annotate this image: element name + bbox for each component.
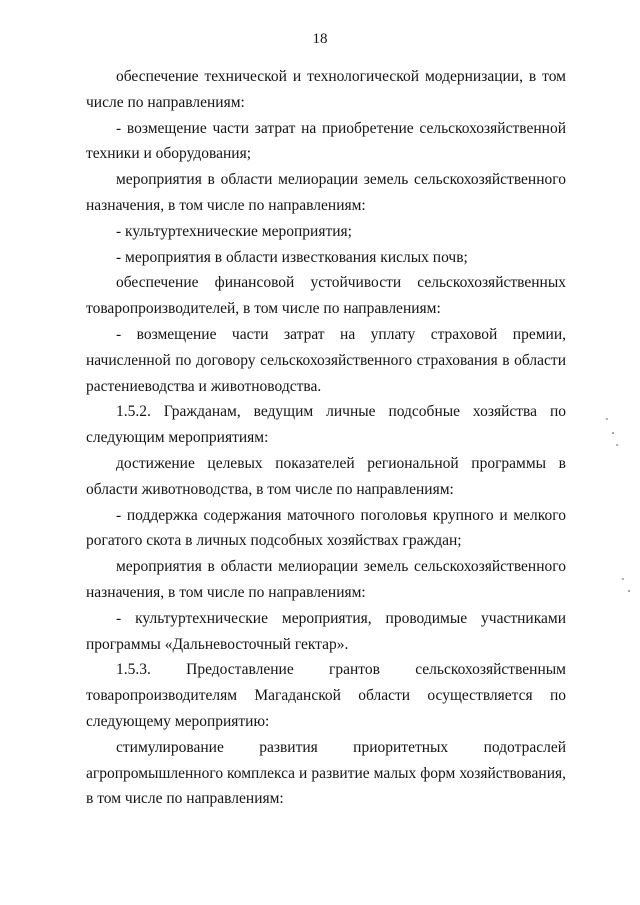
paragraph-insurance-premium: - возмещение части затрат на уплату страховой премии, начисленной по договору сельскохозяйственного страхования в области растениеводства и животноводства. [86, 325, 566, 395]
scan-speck [622, 578, 624, 580]
paragraph-section-1-5-3: 1.5.3. Предоставление грантов сельскохозяйственным товаропроизводителям Магаданской области осуществляется по следующему мероприятию: [86, 661, 566, 730]
paragraph-land-melioration: мероприятия в области мелиорации земель сельскохозяйственного назначения, в том числе по направлениям: [86, 171, 566, 214]
paragraph-soil-liming: - мероприятия в области известкования кислых почв; [116, 248, 468, 266]
scan-speck [628, 590, 630, 592]
scan-speck [606, 418, 608, 420]
paragraph-breeding-stock-support: - поддержка содержания маточного поголовья крупного и мелкого рогатого скота в личных подсобных хозяйствах граждан; [86, 506, 566, 550]
scan-speck [616, 444, 618, 446]
paragraph-technical-modernization: обеспечение технической и технологической модернизации, в том числе по направлениям: [86, 68, 566, 111]
paragraph-small-business-development: стимулирование развития приоритетных подотраслей агропромышленного комплекса и развитие малых форм хозяйствования, в том числе по направлениям: [86, 738, 566, 808]
paragraph-section-1-5-2: 1.5.2. Гражданам, ведущим личные подсобные хозяйства по следующим мероприятиям: [86, 403, 566, 447]
paragraph-land-melioration-2: мероприятия в области мелиорации земель сельскохозяйственного назначения, в том числе по направлениям: [86, 558, 566, 601]
paragraph-equipment-compensation: - возмещение части затрат на приобретение сельскохозяйственной техники и оборудования; [86, 119, 566, 163]
page-number: 18 [312, 31, 328, 47]
document-body [86, 64, 566, 812]
paragraph-financial-stability: обеспечение финансовой устойчивости сельскохозяйственных товаропроизводителей, в том числе по направлениям: [86, 274, 566, 318]
paragraph-livestock-targets: достижение целевых показателей региональной программы в области животноводства, в том числе по направлениям: [86, 454, 566, 498]
paragraph-cultural-technical-measures: - культуртехнические мероприятия; [116, 222, 352, 240]
scan-speck [612, 432, 614, 434]
paragraph-far-east-hectare: - культуртехнические мероприятия, проводимые участниками программы «Дальневосточный гектар». [86, 609, 566, 653]
